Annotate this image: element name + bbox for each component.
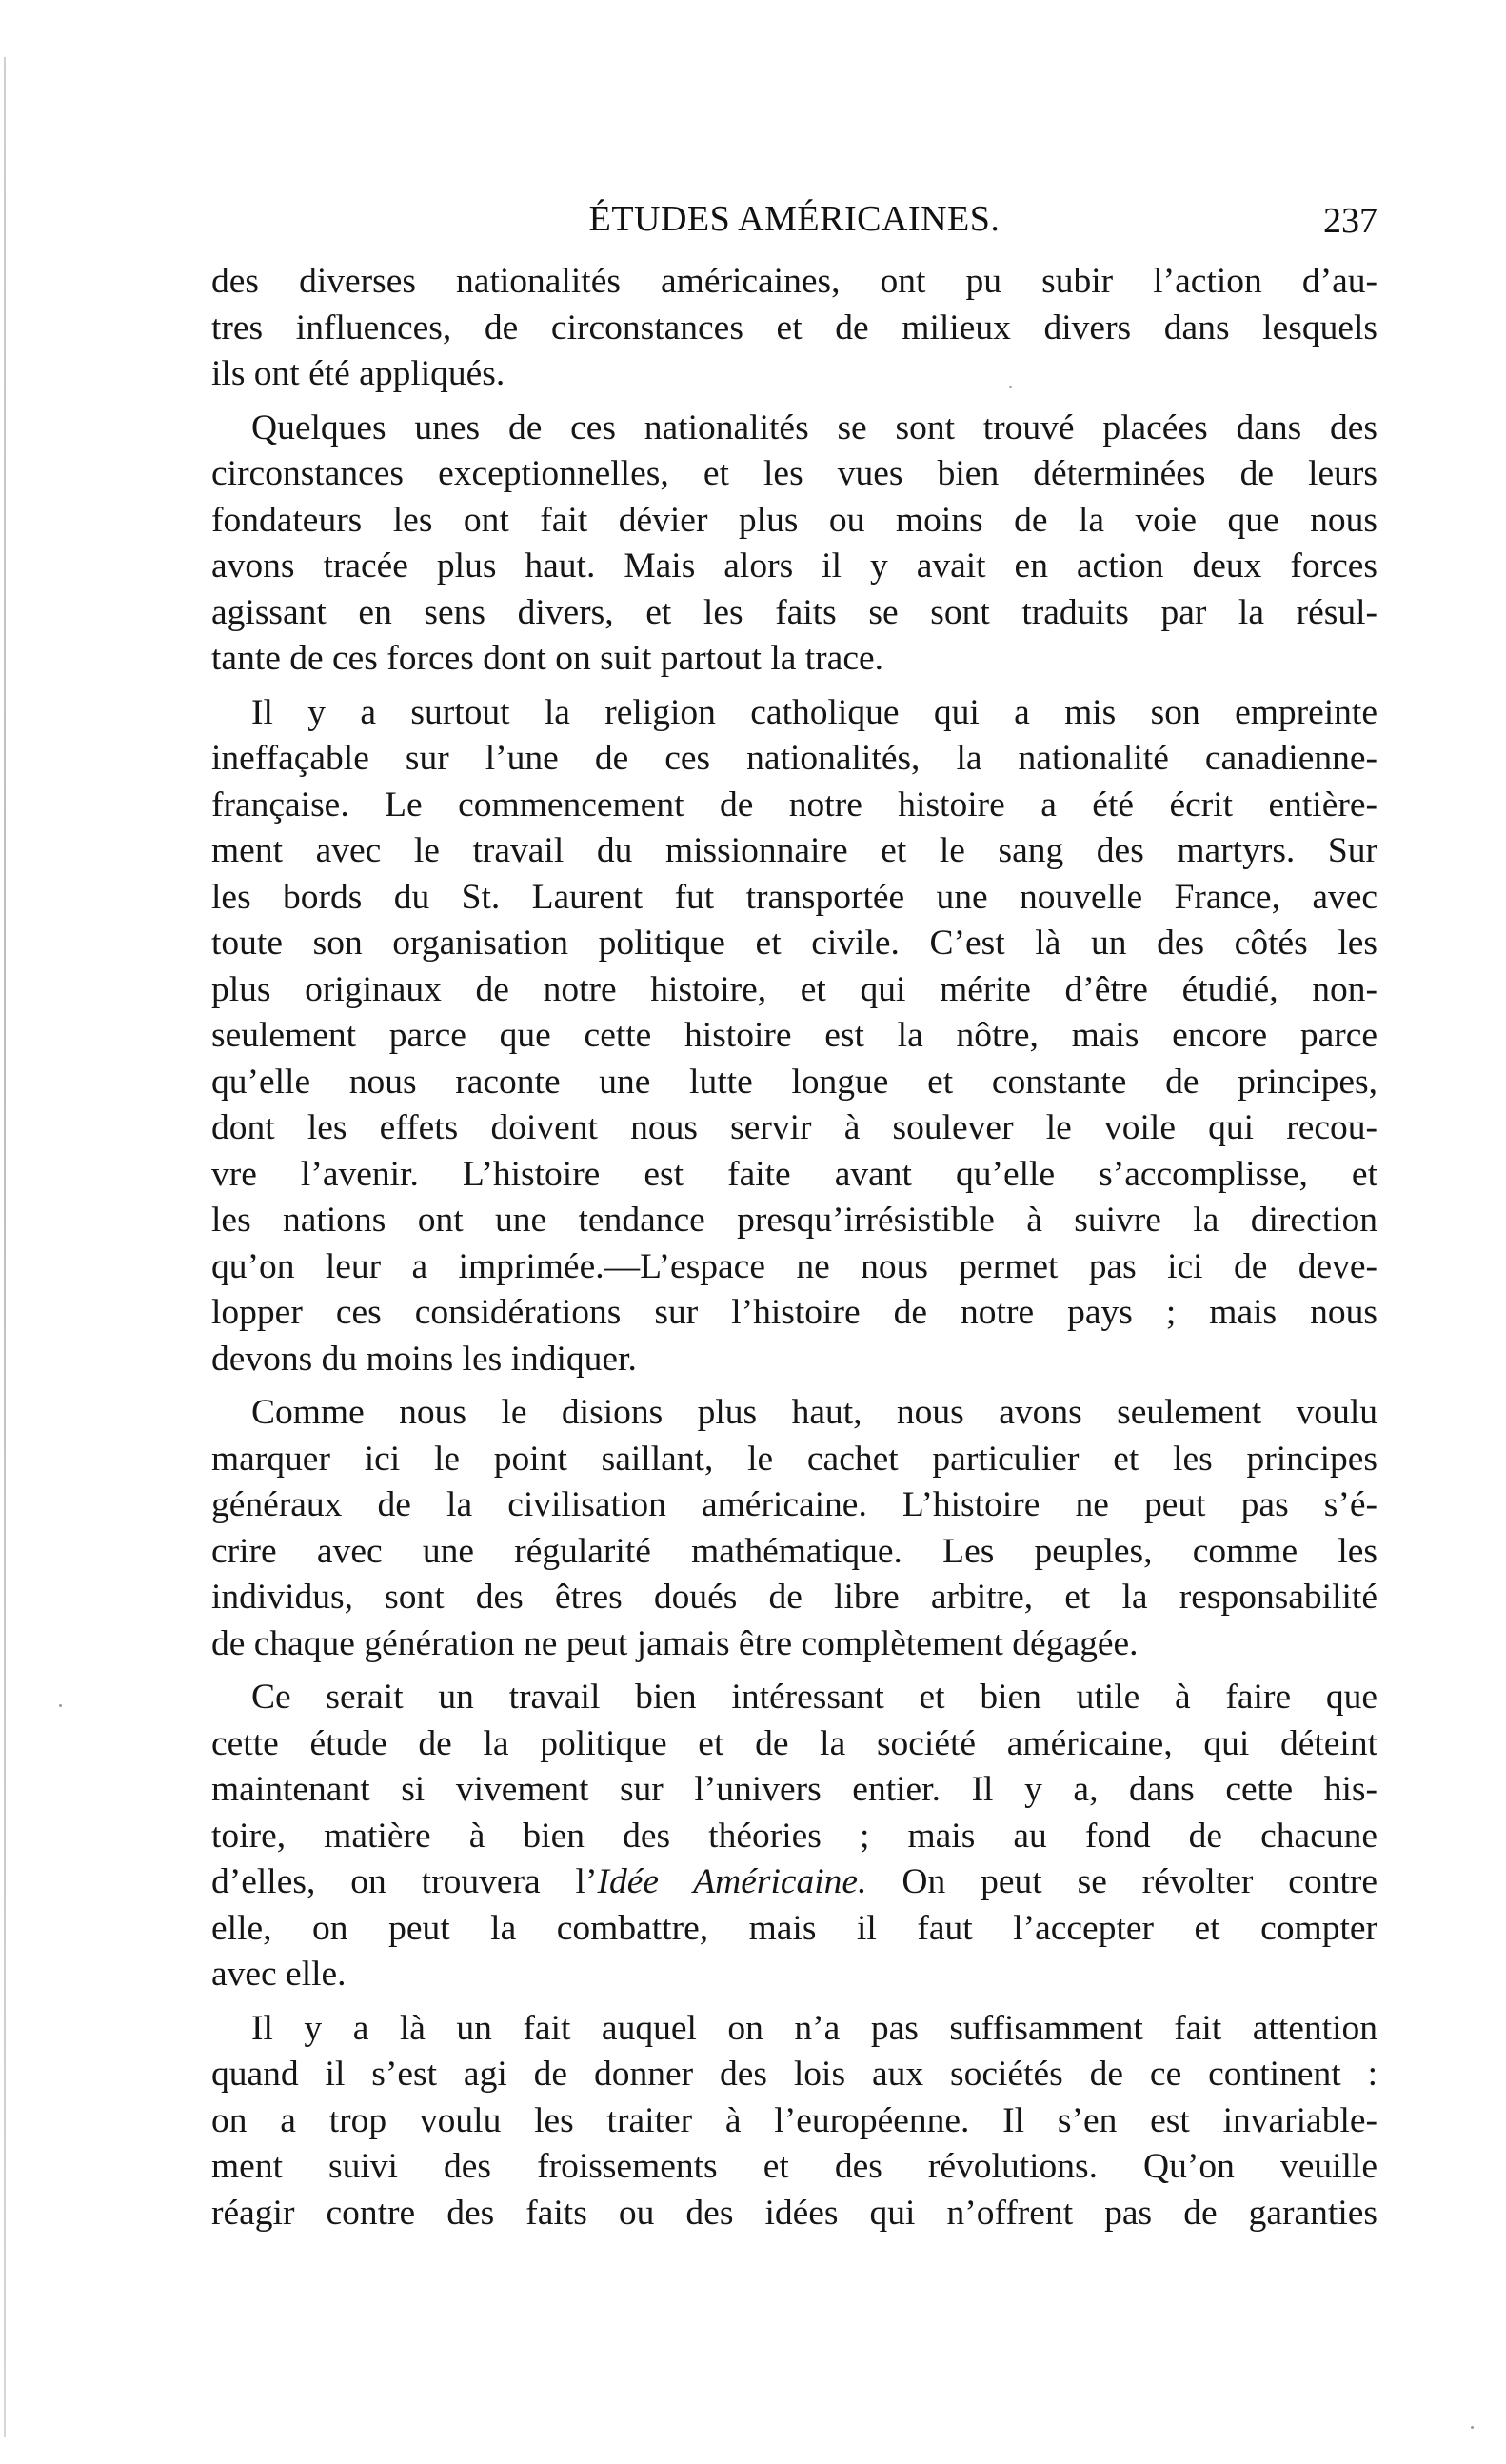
text-line: elle, on peut la combattre, mais il faut l’accepter et compter [211,1908,1377,1948]
text-line: qu’elle nous raconte une lutte longue et constante de principes, [211,1062,1377,1102]
text-line: toute son organisation politique et civile. C’est là un des côtés les [211,924,1377,963]
text-line: fondateurs les ont fait dévier plus ou moins de la voie que nous [211,500,1377,540]
page-number: 237 [1323,201,1377,241]
paragraph-5 [211,1675,1377,1998]
text-line: Comme nous le disions plus haut, nous avons seulement voulu [251,1393,1377,1432]
scan-edge-line [4,57,6,2437]
text-line: Il y a surtout la religion catholique qui a mis son empreinte [251,692,1377,732]
paragraph-3 [211,690,1377,1383]
text-line: seulement parce que cette histoire est la nôtre, mais encore parce [211,1016,1377,1055]
text-line: généraux de la civilisation américaine. L’histoire ne peut pas s’é- [211,1485,1377,1524]
italic-title: Idée Américaine. [597,1862,867,1901]
text-line: crire avec une régularité mathématique. Les peuples, comme les [211,1531,1377,1571]
text-line: ils ont été appliqués. [211,354,505,393]
text-line: toire, matière à bien des théories ; mais au fond de chacune [211,1816,1377,1856]
body-text [211,259,1377,2236]
text-line: française. Le commencement de notre histoire a été écrit entière- [211,785,1377,825]
text-line: vre l’avenir. L’histoire est faite avant qu’elle s’accomplisse, et [211,1154,1377,1194]
text-line: circonstances exceptionnelles, et les vues bien déterminées de leurs [211,454,1377,493]
text-line: réagir contre des faits ou des idées qui n’offrent pas de garanties [211,2193,1377,2233]
text-line: ment suivi des froissements et des révolutions. Qu’on veuille [211,2147,1377,2186]
text-line: de chaque génération ne peut jamais être complètement dégagée. [211,1623,1139,1663]
text-fragment: On peut se révolter contre [866,1862,1377,1901]
scan-speck [59,1704,62,1707]
text-line: avec elle. [211,1955,347,1994]
text-line: individus, sont des êtres doués de libre arbitre, et la responsabilité [211,1578,1377,1617]
text-line: tante de ces forces dont on suit partout la trace. [211,639,883,678]
paragraph-2 [211,406,1377,683]
text-line: dont les effets doivent nous servir à soulever le voile qui recou- [211,1108,1377,1147]
text-line: marquer ici le point saillant, le cachet particulier et les principes [211,1439,1377,1479]
scan-speck [1471,2426,1474,2429]
text-line: tres influences, de circonstances et de milieux divers dans lesquels [211,308,1377,348]
paragraph-6 [211,2006,1377,2237]
text-fragment: d’elles, on trouvera l’ [211,1862,598,1901]
text-line: quand il s’est agi de donner des lois aux sociétés de ce continent : [211,2055,1377,2094]
text-line: Quelques unes de ces nationalités se sont trouvé placées dans des [251,407,1377,447]
text-line: Il y a là un fait auquel on n’a pas suffisamment fait attention [251,2008,1377,2048]
running-head-title: ÉTUDES AMÉRICAINES. [588,199,1001,239]
paragraph-4 [211,1390,1377,1667]
text-line: les nations ont une tendance presqu’irrésistible à suivre la direction [211,1201,1377,1240]
text-line: lopper ces considérations sur l’histoire de notre pays ; mais nous [211,1293,1377,1332]
text-line: qu’on leur a imprimée.—L’espace ne nous permet pas ici de deve- [211,1246,1377,1286]
running-head [211,198,1377,248]
text-line: ment avec le travail du missionnaire et le sang des martyrs. Sur [211,831,1377,870]
text-line-with-italic [211,1859,1377,1906]
text-line: plus originaux de notre histoire, et qui mérite d’être étudié, non- [211,969,1377,1009]
text-line: cette étude de la politique et de la société américaine, qui déteint [211,1723,1377,1763]
text-line: les bords du St. Laurent fut transportée une nouvelle France, avec [211,877,1377,917]
text-line: agissant en sens divers, et les faits se sont traduits par la résul- [211,592,1377,632]
paragraph-1 [211,259,1377,398]
text-line: maintenant si vivement sur l’univers entier. Il y a, dans cette his- [211,1770,1377,1809]
text-line: devons du moins les indiquer. [211,1339,637,1379]
text-line: Ce serait un travail bien intéressant et bien utile à faire que [251,1678,1377,1717]
scan-speck [1009,386,1012,388]
text-line: on a trop voulu les traiter à l’européenne. Il s’en est invariable- [211,2100,1377,2140]
text-line: avons tracée plus haut. Mais alors il y avait en action deux forces [211,546,1377,586]
text-line: ineffaçable sur l’une de ces nationalités, la nationalité canadienne- [211,739,1377,778]
text-line: des diverses nationalités américaines, ont pu subir l’action d’au- [211,262,1377,301]
